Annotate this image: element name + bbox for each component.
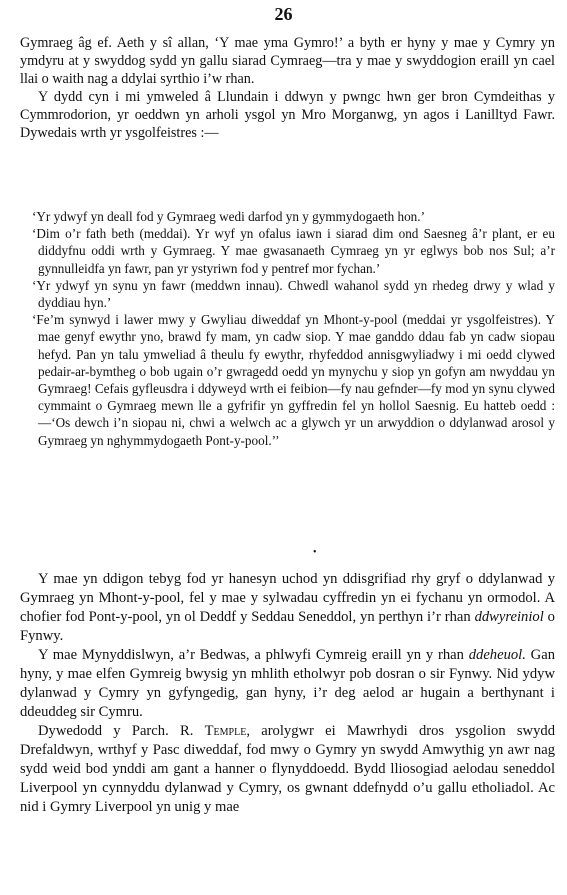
name-temple: Temple	[204, 723, 247, 739]
page-number: 26	[274, 4, 293, 24]
quote-paragraph-1	[20, 208, 555, 225]
quote-paragraph-3	[20, 277, 555, 311]
quote-text-2: ‘Dim o’r fath beth (meddai). Yr wyf yn ofalus iawn i siarad dim ond Saesneg â’r plant, er eu diddyfnu oddi wrth y Gymraeg. Y mae gwasanaeth Cymraeg yn yr eglwys bob nos Sul; a’r gynnulleidfa yn fawr, pan yr ystyriwn fod y pentref mor fychan.’	[32, 226, 555, 276]
intro-paragraph-2: Y dydd cyn i mi ymweled â Llundain i ddwyn y pwngc hwn ger bron Cymdeithas y Cymmrodorion, yr oeddwn yn arholi ysgol yn Mro Morganwg, yn agos i Lanilltyd Fawr. Dywedais wrth yr ysgolfeistres :—	[20, 89, 555, 141]
intro-paragraph-1: Gymraeg âg ef. Aeth y sî allan, ‘Y mae yma Gymro!’ a byth er hyny y mae y Cymry yn ymdyru at y swyddog sydd yn gallu siarad Cymraeg—tra y mae y swyddogion eraill yn cael llai o waith nag a ddylai syrthio i’w rhan.	[20, 35, 555, 87]
italic-word-ddwyreiniol: ddwyreiniol	[474, 609, 544, 625]
intro-section	[20, 34, 555, 142]
quote-text-1: ‘Yr ydwyf yn deall fod y Gymraeg wedi darfod yn y gymmydogaeth hon.’	[32, 209, 425, 224]
body-section	[20, 570, 555, 817]
italic-word-ddeheuol: ddeheuol.	[468, 647, 526, 663]
quote-paragraph-2	[20, 225, 555, 277]
body-paragraph-1: Y mae yn ddigon tebyg fod yr hanesyn uchod yn ddisgrifiad rhy gryf o ddylanwad y Gymraeg yn Mhont-y-pool, fel y mae y sylwadau cyffredin yn ei fychanu yn ormodol. A chofier fod Pont-y-pool, yn ol Deddf y Seddau Seneddol, yn perthyn i’r rhan ddwyreiniol o Fynwy.	[20, 571, 555, 644]
quote-text-4: ‘Fe’m synwyd i lawer mwy y Gwyliau diweddaf yn Mhont-y-pool (meddai yr ysgolfeistres). Y mae genyf ewythr yno, brawd fy mam, yn cadw siop. Y mae ganddo ddau fab yn cadw siopau hefyd. Pan yn talu ymweliad â theulu fy ewythr, rhyfeddod annisgwyliadwy i mi oedd clywed pedair-ar-bymtheg o bob ugain o’r gwragedd oedd yn mynychu y siop yn gofyn am nwyddau yn Gymraeg! Cefais gyfleusdra i ddyweyd wrth ei feibion—fy nau gefnder—fy mod yn synu clywed cymmaint o Gymraeg mewn lle a gyfrifir yn gyffredin fel yn hollol Saesnig. Eu hatteb oedd :—‘Os dewch i’n siopau ni, chwi a welwch ac a glywch yr un arwyddion o ddylanwad arosol y Gymraeg yn nghymmydogaeth Pont-y-pool.’’	[32, 312, 555, 448]
quoted-dialogue	[20, 208, 555, 449]
printer-dot: •	[313, 547, 317, 558]
body-paragraph-2: Y mae Mynyddislwyn, a’r Bedwas, a phlwyfi Cymreig eraill yn y rhan ddeheuol. Gan hyny, y mae elfen Gymreig bwysig yn mhlith etholwyr pob dosran o sir Fynwy. Nid ydyw dylanwad y Cymry yn gyfyngedig, gan hyny, i’r deg aelod ar hugain a berthynant i ddeuddeg sir Cymru.	[20, 647, 555, 720]
quote-paragraph-4	[20, 311, 555, 449]
quote-text-3: ‘Yr ydwyf yn synu yn fawr (meddwn innau). Chwedl wahanol sydd yn rhedeg drwy y wlad y dyddiau hyn.’	[32, 277, 555, 311]
body-paragraph-3: Dywedodd y Parch. R. Temple, arolygwr ei Mawrhydi dros ysgolion swydd Drefaldwyn, wrthyf y Pasc diweddaf, fod mwy o Gymry yn swydd Amwythig yn awr nag sydd weid bod ynddi am gant a hanner o flynyddoedd. Bydd lliosogiad aelodau seneddol Liverpool yn cynnyddu dylanwad y Cymry, os gwnant ddefnydd o’u gallu etholiadol. Ac nid i Gymry Liverpool yn unig y mae	[20, 723, 555, 815]
